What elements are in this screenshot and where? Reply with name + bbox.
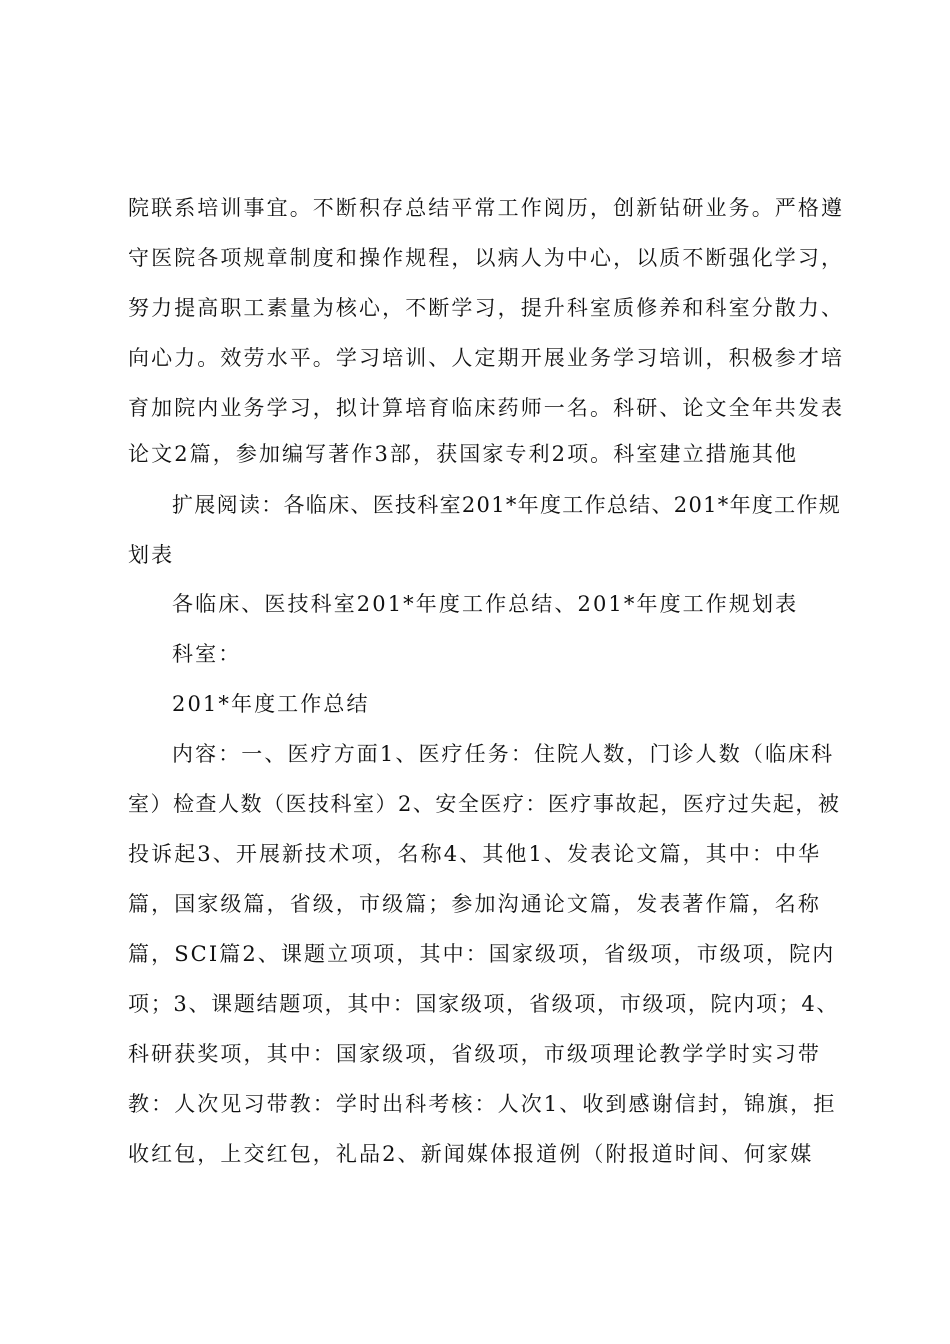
paragraph-line: 向心力。效劳水平。学习培训、人定期开展业务学习培训，积极参才培: [128, 346, 845, 370]
paragraph-line: 育加院内业务学习，拟计算培育临床药师一名。科研、论文全年共发表: [128, 396, 845, 420]
paragraph-line: 收红包，上交红包，礼品2、新闻媒体报道例（附报道时间、何家媒: [128, 1142, 814, 1166]
paragraph-line: 论文2篇，参加编写著作3部，获国家专利2项。科室建立措施其他: [128, 442, 799, 466]
paragraph-line: 内容：一、医疗方面1、医疗任务：住院人数，门诊人数（临床科: [172, 742, 835, 766]
paragraph-line: 院联系培训事宜。不断积存总结平常工作阅历，创新钻研业务。严格遵: [128, 196, 845, 220]
paragraph-line: 科研获奖项，其中：国家级项，省级项，市级项理论教学学时实习带: [128, 1042, 821, 1066]
department-label: 科室：: [172, 642, 242, 666]
paragraph-line: 篇，SCI篇2、课题立项项，其中：国家级项，省级项，市级项，院内: [128, 942, 836, 966]
form-title: 各临床、医技科室201*年度工作总结、201*年度工作规划表: [172, 592, 799, 616]
paragraph-line: 努力提高职工素量为核心，不断学习，提升科室质修养和科室分散力、: [128, 296, 845, 320]
extended-reading-line: 扩展阅读：各临床、医技科室201*年度工作总结、201*年度工作规: [172, 493, 842, 517]
extended-reading-line: 划表: [128, 543, 175, 567]
paragraph-line: 篇，国家级篇，省级，市级篇；参加沟通论文篇，发表著作篇，名称: [128, 892, 821, 916]
paragraph-line: 投诉起3、开展新技术项，名称4、其他1、发表论文篇，其中：中华: [128, 842, 822, 866]
paragraph-line: 室）检查人数（医技科室）2、安全医疗：医疗事故起，医疗过失起，被: [128, 792, 841, 816]
paragraph-line: 教：人次见习带教：学时出科考核：人次1、收到感谢信封，锦旗，拒: [128, 1092, 837, 1116]
paragraph-line: 守医院各项规章制度和操作规程，以病人为中心，以质不断强化学习，: [128, 246, 845, 270]
section-heading: 201*年度工作总结: [172, 692, 370, 716]
paragraph-line: 项；3、课题结题项，其中：国家级项，省级项，市级项，院内项；4、: [128, 992, 840, 1016]
